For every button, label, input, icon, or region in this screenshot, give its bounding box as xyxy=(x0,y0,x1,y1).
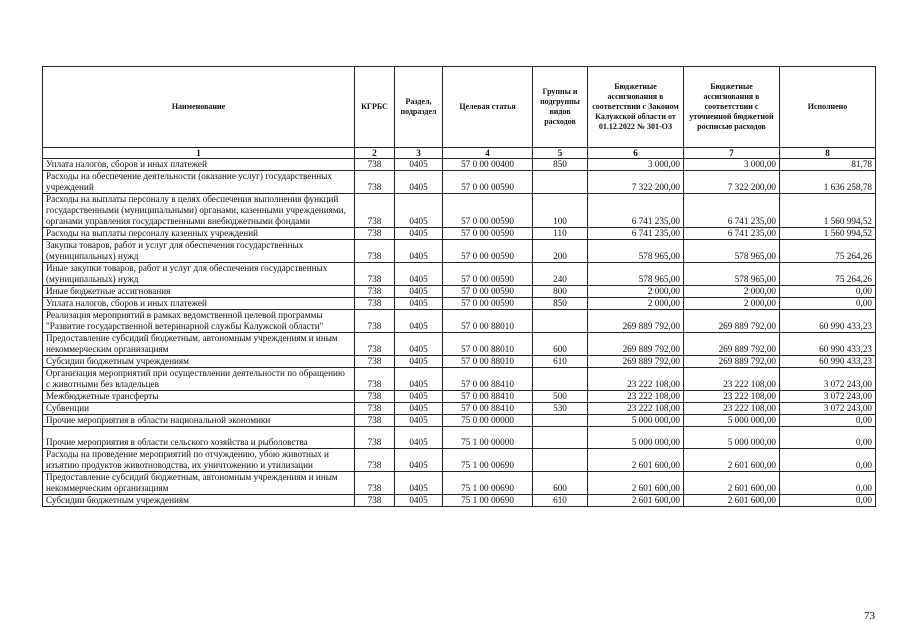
row-kgrbs: 738 xyxy=(355,298,395,310)
header-name: Наименование xyxy=(43,67,355,148)
row-utochn: 23 222 108,00 xyxy=(684,391,780,403)
row-vid: 600 xyxy=(533,333,588,356)
row-name: Расходы на выплаты персоналу казенных учреждений xyxy=(43,228,355,240)
header-razdel: Раздел, подраздел xyxy=(395,67,443,148)
table-row xyxy=(43,310,876,333)
row-ispolneno: 0,00 xyxy=(780,427,876,449)
row-razdel: 0405 xyxy=(395,495,443,507)
row-zakon: 7 322 200,00 xyxy=(588,171,684,194)
header-vid-rashodov: Группы и подгруппы видов расходов xyxy=(533,67,588,148)
row-utochn: 269 889 792,00 xyxy=(684,310,780,333)
row-razdel: 0405 xyxy=(395,427,443,449)
row-kgrbs: 738 xyxy=(355,310,395,333)
row-ispolneno: 1 560 994,52 xyxy=(780,194,876,228)
row-utochn: 269 889 792,00 xyxy=(684,356,780,368)
row-celevaya: 57 0 00 00590 xyxy=(443,263,533,286)
table-row xyxy=(43,449,876,472)
table-row xyxy=(43,415,876,427)
row-celevaya: 75 1 00 00000 xyxy=(443,427,533,449)
row-celevaya: 75 1 00 00690 xyxy=(443,449,533,472)
row-razdel: 0405 xyxy=(395,263,443,286)
row-vid: 610 xyxy=(533,495,588,507)
row-ispolneno: 0,00 xyxy=(780,449,876,472)
row-name: Предоставление субсидий бюджетным, автономным учреждениям и иным некоммерческим организациям xyxy=(43,333,355,356)
row-utochn: 6 741 235,00 xyxy=(684,228,780,240)
row-utochn: 23 222 108,00 xyxy=(684,403,780,415)
row-razdel: 0405 xyxy=(395,356,443,368)
row-razdel: 0405 xyxy=(395,415,443,427)
row-ispolneno: 0,00 xyxy=(780,495,876,507)
row-razdel: 0405 xyxy=(395,240,443,263)
row-razdel: 0405 xyxy=(395,286,443,298)
table-row xyxy=(43,427,876,449)
row-vid: 530 xyxy=(533,403,588,415)
budget-table xyxy=(42,66,876,507)
row-utochn: 578 965,00 xyxy=(684,240,780,263)
row-kgrbs: 738 xyxy=(355,472,395,495)
row-vid xyxy=(533,449,588,472)
row-ispolneno: 0,00 xyxy=(780,298,876,310)
row-name: Расходы на выплаты персоналу в целях обеспечения выполнения функций государственными (муниципальными) органами, казенными учреждениями, органами управления государственными внебюджетными фондами xyxy=(43,194,355,228)
table-row xyxy=(43,333,876,356)
row-kgrbs: 738 xyxy=(355,495,395,507)
row-zakon: 269 889 792,00 xyxy=(588,333,684,356)
row-vid: 240 xyxy=(533,263,588,286)
row-kgrbs: 738 xyxy=(355,286,395,298)
row-name: Прочие мероприятия в области сельского хозяйства и рыболовства xyxy=(43,427,355,449)
row-razdel: 0405 xyxy=(395,472,443,495)
row-kgrbs: 738 xyxy=(355,194,395,228)
row-celevaya: 57 0 00 00590 xyxy=(443,286,533,298)
header-kgrbs: КГРБС xyxy=(355,67,395,148)
row-razdel: 0405 xyxy=(395,159,443,171)
row-vid: 200 xyxy=(533,240,588,263)
column-number: 4 xyxy=(443,148,533,159)
row-zakon: 2 601 600,00 xyxy=(588,449,684,472)
row-name: Уплата налогов, сборов и иных платежей xyxy=(43,159,355,171)
row-razdel: 0405 xyxy=(395,310,443,333)
row-utochn: 2 601 600,00 xyxy=(684,449,780,472)
column-number: 7 xyxy=(684,148,780,159)
row-utochn: 5 000 000,00 xyxy=(684,427,780,449)
row-name: Субсидии бюджетным учреждениям xyxy=(43,356,355,368)
row-vid: 610 xyxy=(533,356,588,368)
row-name: Реализация мероприятий в рамках ведомственной целевой программы "Развитие государственной ветеринарной службы Калужской области" xyxy=(43,310,355,333)
table-row xyxy=(43,495,876,507)
row-kgrbs: 738 xyxy=(355,171,395,194)
row-zakon: 269 889 792,00 xyxy=(588,310,684,333)
row-name: Субсидии бюджетным учреждениям xyxy=(43,495,355,507)
column-number: 1 xyxy=(43,148,355,159)
row-celevaya: 75 1 00 00690 xyxy=(443,472,533,495)
row-celevaya: 57 0 00 88410 xyxy=(443,403,533,415)
row-vid xyxy=(533,310,588,333)
row-razdel: 0405 xyxy=(395,228,443,240)
table-row xyxy=(43,263,876,286)
row-razdel: 0405 xyxy=(395,194,443,228)
row-utochn: 7 322 200,00 xyxy=(684,171,780,194)
row-utochn: 23 222 108,00 xyxy=(684,368,780,391)
row-kgrbs: 738 xyxy=(355,333,395,356)
row-celevaya: 57 0 00 88010 xyxy=(443,356,533,368)
row-kgrbs: 738 xyxy=(355,403,395,415)
row-zakon: 5 000 000,00 xyxy=(588,427,684,449)
header-celevaya-statya: Целевая статья xyxy=(443,67,533,148)
row-celevaya: 57 0 00 00400 xyxy=(443,159,533,171)
table-row xyxy=(43,368,876,391)
row-zakon: 23 222 108,00 xyxy=(588,403,684,415)
row-razdel: 0405 xyxy=(395,333,443,356)
row-utochn: 2 000,00 xyxy=(684,286,780,298)
row-name: Межбюджетные трансферты xyxy=(43,391,355,403)
row-utochn: 578 965,00 xyxy=(684,263,780,286)
row-vid xyxy=(533,427,588,449)
table-row xyxy=(43,472,876,495)
row-name: Расходы на обеспечение деятельности (оказание услуг) государственных учреждений xyxy=(43,171,355,194)
column-number: 3 xyxy=(395,148,443,159)
row-ispolneno: 60 990 433,23 xyxy=(780,310,876,333)
row-zakon: 3 000,00 xyxy=(588,159,684,171)
row-utochn: 2 601 600,00 xyxy=(684,495,780,507)
row-celevaya: 57 0 00 00590 xyxy=(443,194,533,228)
row-vid: 110 xyxy=(533,228,588,240)
column-number-row xyxy=(43,148,876,159)
row-name: Расходы на проведение мероприятий по отчуждению, убою животных и изъятию продуктов животноводства, их уничтожению и утилизации xyxy=(43,449,355,472)
row-ispolneno: 0,00 xyxy=(780,472,876,495)
row-vid: 850 xyxy=(533,159,588,171)
row-ispolneno: 0,00 xyxy=(780,286,876,298)
row-name: Уплата налогов, сборов и иных платежей xyxy=(43,298,355,310)
row-ispolneno: 3 072 243,00 xyxy=(780,391,876,403)
row-kgrbs: 738 xyxy=(355,391,395,403)
table-row xyxy=(43,159,876,171)
header-ispolneno: Исполнено xyxy=(780,67,876,148)
row-celevaya: 75 1 00 00690 xyxy=(443,495,533,507)
row-utochn: 6 741 235,00 xyxy=(684,194,780,228)
table-row xyxy=(43,298,876,310)
row-ispolneno: 0,00 xyxy=(780,415,876,427)
row-name: Иные бюджетные ассигнования xyxy=(43,286,355,298)
row-razdel: 0405 xyxy=(395,449,443,472)
row-kgrbs: 738 xyxy=(355,240,395,263)
row-vid: 600 xyxy=(533,472,588,495)
row-kgrbs: 738 xyxy=(355,415,395,427)
row-utochn: 2 601 600,00 xyxy=(684,472,780,495)
row-name: Закупка товаров, работ и услуг для обеспечения государственных (муниципальных) нужд xyxy=(43,240,355,263)
row-vid xyxy=(533,171,588,194)
table-row xyxy=(43,171,876,194)
header-row xyxy=(43,67,876,148)
column-number: 5 xyxy=(533,148,588,159)
row-kgrbs: 738 xyxy=(355,427,395,449)
row-celevaya: 75 0 00 00000 xyxy=(443,415,533,427)
header-zakon: Бюджетные ассигнования в соответствии с Законом Калужской области от 01.12.2022 № 301-ОЗ xyxy=(588,67,684,148)
row-name: Иные закупки товаров, работ и услуг для обеспечения государственных (муниципальных) нужд xyxy=(43,263,355,286)
row-razdel: 0405 xyxy=(395,298,443,310)
row-celevaya: 57 0 00 00590 xyxy=(443,228,533,240)
row-celevaya: 57 0 00 00590 xyxy=(443,171,533,194)
row-razdel: 0405 xyxy=(395,391,443,403)
row-zakon: 2 000,00 xyxy=(588,286,684,298)
row-ispolneno: 3 072 243,00 xyxy=(780,403,876,415)
row-ispolneno: 81,78 xyxy=(780,159,876,171)
row-celevaya: 57 0 00 88410 xyxy=(443,391,533,403)
page-number: 73 xyxy=(864,610,875,622)
table-row xyxy=(43,391,876,403)
row-kgrbs: 738 xyxy=(355,368,395,391)
row-utochn: 2 000,00 xyxy=(684,298,780,310)
row-zakon: 2 000,00 xyxy=(588,298,684,310)
row-celevaya: 57 0 00 88010 xyxy=(443,333,533,356)
row-zakon: 23 222 108,00 xyxy=(588,368,684,391)
row-vid xyxy=(533,415,588,427)
row-zakon: 269 889 792,00 xyxy=(588,356,684,368)
row-kgrbs: 738 xyxy=(355,263,395,286)
row-name: Прочие мероприятия в области национальной экономики xyxy=(43,415,355,427)
row-razdel: 0405 xyxy=(395,171,443,194)
row-razdel: 0405 xyxy=(395,368,443,391)
row-celevaya: 57 0 00 88410 xyxy=(443,368,533,391)
column-number: 8 xyxy=(780,148,876,159)
row-ispolneno: 1 636 258,78 xyxy=(780,171,876,194)
row-zakon: 2 601 600,00 xyxy=(588,472,684,495)
table-row xyxy=(43,286,876,298)
row-zakon: 6 741 235,00 xyxy=(588,228,684,240)
row-name: Субвенции xyxy=(43,403,355,415)
row-vid: 800 xyxy=(533,286,588,298)
row-zakon: 578 965,00 xyxy=(588,263,684,286)
table-row xyxy=(43,194,876,228)
row-celevaya: 57 0 00 88010 xyxy=(443,310,533,333)
row-kgrbs: 738 xyxy=(355,159,395,171)
row-kgrbs: 738 xyxy=(355,228,395,240)
column-number: 6 xyxy=(588,148,684,159)
table-row xyxy=(43,228,876,240)
row-zakon: 6 741 235,00 xyxy=(588,194,684,228)
row-razdel: 0405 xyxy=(395,403,443,415)
row-celevaya: 57 0 00 00590 xyxy=(443,298,533,310)
header-utochnennaya: Бюджетные ассигнования в соответствии с уточненной бюджетной росписью расходов xyxy=(684,67,780,148)
row-ispolneno: 1 560 994,52 xyxy=(780,228,876,240)
row-vid: 850 xyxy=(533,298,588,310)
table-row xyxy=(43,356,876,368)
table-row xyxy=(43,403,876,415)
row-ispolneno: 60 990 433,23 xyxy=(780,356,876,368)
row-ispolneno: 60 990 433,23 xyxy=(780,333,876,356)
row-zakon: 5 000 000,00 xyxy=(588,415,684,427)
row-kgrbs: 738 xyxy=(355,449,395,472)
row-celevaya: 57 0 00 00590 xyxy=(443,240,533,263)
row-ispolneno: 75 264,26 xyxy=(780,263,876,286)
row-utochn: 269 889 792,00 xyxy=(684,333,780,356)
row-utochn: 3 000,00 xyxy=(684,159,780,171)
row-vid: 100 xyxy=(533,194,588,228)
row-name: Предоставление субсидий бюджетным, автономным учреждениям и иным некоммерческим организациям xyxy=(43,472,355,495)
row-zakon: 578 965,00 xyxy=(588,240,684,263)
row-ispolneno: 3 072 243,00 xyxy=(780,368,876,391)
table-row xyxy=(43,240,876,263)
row-vid: 500 xyxy=(533,391,588,403)
column-number: 2 xyxy=(355,148,395,159)
row-kgrbs: 738 xyxy=(355,356,395,368)
row-utochn: 5 000 000,00 xyxy=(684,415,780,427)
row-zakon: 2 601 600,00 xyxy=(588,495,684,507)
row-vid xyxy=(533,368,588,391)
row-name: Организация мероприятий при осуществлении деятельности по обращению с животными без владельцев xyxy=(43,368,355,391)
row-zakon: 23 222 108,00 xyxy=(588,391,684,403)
row-ispolneno: 75 264,26 xyxy=(780,240,876,263)
